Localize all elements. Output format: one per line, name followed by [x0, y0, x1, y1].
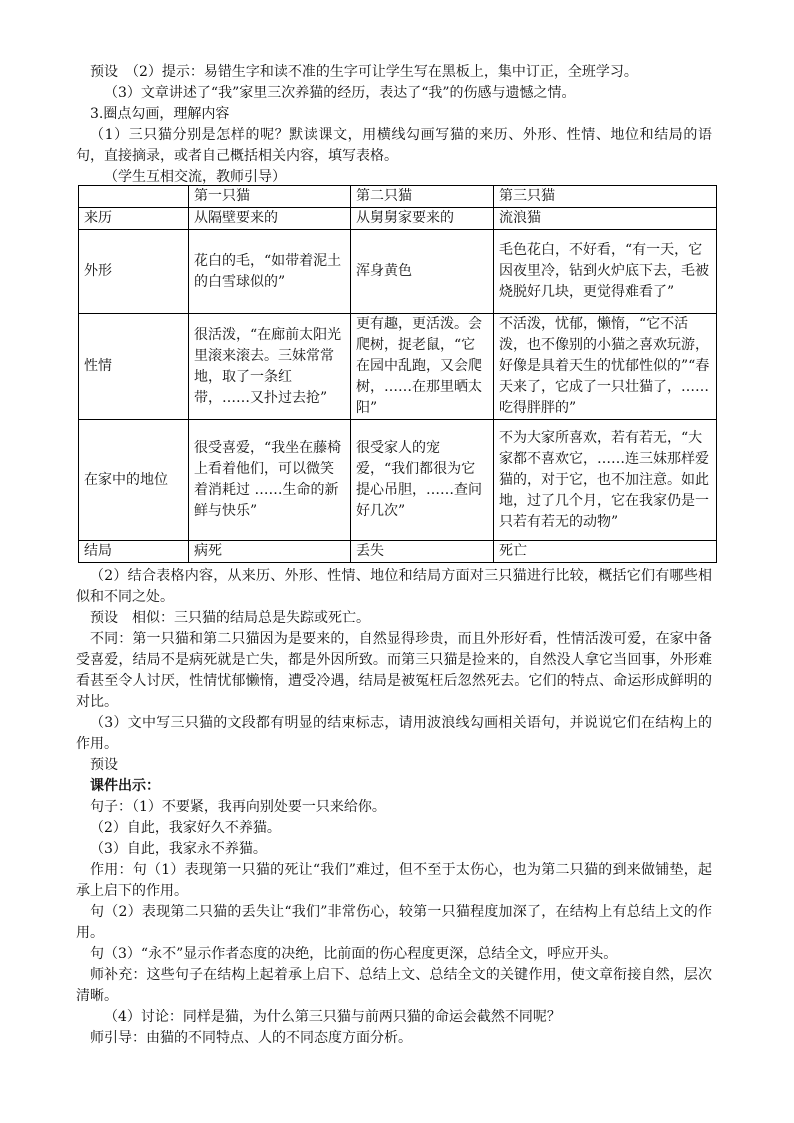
summary-line: （3）文章讲述了“我”家里三次养猫的经历，表达了“我”的伤感与遗憾之情。: [104, 85, 576, 101]
header-cell-empty: [79, 186, 189, 208]
similarity-line: 预设 相似：三只猫的结局总是失踪或死亡。: [90, 610, 370, 626]
question-2-paragraph: （2）结合表格内容，从来历、外形、性情、地位和结局方面对三只猫进行比较，概括它们有哪些相似和不同之处。: [76, 568, 712, 605]
question-3-paragraph: （3）文中写三只猫的文段都有明显的结束标志，请用波浪线勾画相关语句，并说说它们在结构上的作用。: [76, 715, 712, 752]
table-cell: 不活泼，忧郁，懒惰，“它不活泼，也不像别的小猫之喜欢玩游，好像是具着天生的忧郁性似的”“春天来了，它成了一只壮猫了，……吃得胖胖的”: [494, 314, 717, 420]
table-row: [79, 541, 717, 563]
section-heading: 3.圈点勾画，理解内容: [90, 106, 230, 122]
preset-label: 预设: [90, 757, 118, 773]
discussion-line: （4）讨论：同样是猫，为什么第三只猫与前两只猫的命运会截然不同呢？: [104, 1009, 561, 1025]
function-paragraph-2: 句（2）表现第二只猫的丢失让“我们”非常伤心，较第一只猫程度加深了，在结构上有总结上文的作用。: [76, 904, 712, 941]
table-cell: 病死: [189, 541, 351, 563]
teacher-guidance-line: 师引导：由猫的不同特点、人的不同态度方面分析。: [90, 1030, 412, 1046]
sentence-1-line: 句子：（1）不要紧，我再向别处要一只来给你。: [90, 799, 386, 815]
exchange-note: （学生互相交流，教师引导）: [104, 169, 286, 185]
function-paragraph-1: 作用：句（1）表现第一只猫的死让“我们”难过，但不至于太伤心，也为第二只猫的到来做铺垫，起承上启下的作用。: [76, 862, 712, 899]
header-cell-third-cat: 第三只猫: [494, 186, 717, 208]
table-cell: 花白的毛，“如带着泥土的白雪球似的”: [189, 230, 351, 314]
preset-hint-line: 预设 （2）提示：易错生字和读不准的生字可让学生写在黑板上，集中订正，全班学习。: [90, 64, 638, 80]
table-cell: 死亡: [494, 541, 717, 563]
table-cell: 更有趣，更活泼。会爬树，捉老鼠，“它在园中乱跑，又会爬树，……在那里晒太阳”: [351, 314, 494, 420]
courseware-heading: 课件出示：: [90, 778, 160, 794]
difference-paragraph: 不同：第一只猫和第二只猫因为是要来的，自然显得珍贵，而且外形好看，性情活泼可爱，在家中备受喜爱，结局不是病死就是亡失，都是外因所致。而第三只猫是捡来的，自然没人拿它当回事，外形难看甚至令人讨厌，性情忧郁懒惰，遭受冷遇，结局是被冤枉后忽然死去。它们的特点、命运形成鲜明的对比。: [76, 631, 712, 710]
table-cell: 从隔壁要来的: [189, 208, 351, 230]
sentence-2-line: （2）自此，我家好久不养猫。: [90, 820, 281, 836]
table-row: [79, 314, 717, 420]
table-cell: 很活泼，“在廊前太阳光里滚来滚去。三妹常常地，取了一条红带，……又扑过去抢”: [189, 314, 351, 420]
table-cell: 从舅舅家要来的: [351, 208, 494, 230]
row-label: 结局: [79, 541, 189, 563]
table-cell: 浑身黄色: [351, 230, 494, 314]
row-label: 外形: [79, 230, 189, 314]
row-label: 来历: [79, 208, 189, 230]
table-row: [79, 420, 717, 541]
table-row: [79, 230, 717, 314]
teacher-supplement-paragraph: 师补充：这些句子在结构上起着承上启下、总结上文、总结全文的关键作用，使文章衔接自然，层次清晰。: [76, 967, 712, 1004]
table-cell: 很受家人的宠爱，“我们都很为它提心吊胆，……查问好几次”: [351, 420, 494, 541]
row-label: 在家中的地位: [79, 420, 189, 541]
table-header-row: [79, 186, 717, 208]
table-cell: 毛色花白，不好看，“有一天，它因夜里冷，钻到火炉底下去，毛被烧脱好几块，更觉得难看了”: [494, 230, 717, 314]
table-cell: 丢失: [351, 541, 494, 563]
table-cell: 很受喜爱，“我坐在藤椅上看着他们，可以微笑着消耗过 ……生命的新鲜与快乐”: [189, 420, 351, 541]
header-cell-first-cat: 第一只猫: [189, 186, 351, 208]
table-cell: 不为大家所喜欢，若有若无，“大家都不喜欢它，……连三妹那样爱猫的，对于它，也不加注意。如此地，过了几个月，它在我家仍是一只若有若无的动物”: [494, 420, 717, 541]
table-cell: 流浪猫: [494, 208, 717, 230]
cat-comparison-table: [78, 185, 717, 563]
question-1-paragraph: （1）三只猫分别是怎样的呢？默读课文，用横线勾画写猫的来历、外形、性情、地位和结局的语句，直接摘录，或者自己概括相关内容，填写表格。: [76, 127, 712, 164]
header-cell-second-cat: 第二只猫: [351, 186, 494, 208]
sentence-3-line: （3）自此，我家永不养猫。: [90, 841, 267, 857]
function-line-3: 句（3）“永不”显示作者态度的决绝，比前面的伤心程度更深，总结全文，呼应开头。: [90, 946, 618, 962]
table-row: [79, 208, 717, 230]
row-label: 性情: [79, 314, 189, 420]
